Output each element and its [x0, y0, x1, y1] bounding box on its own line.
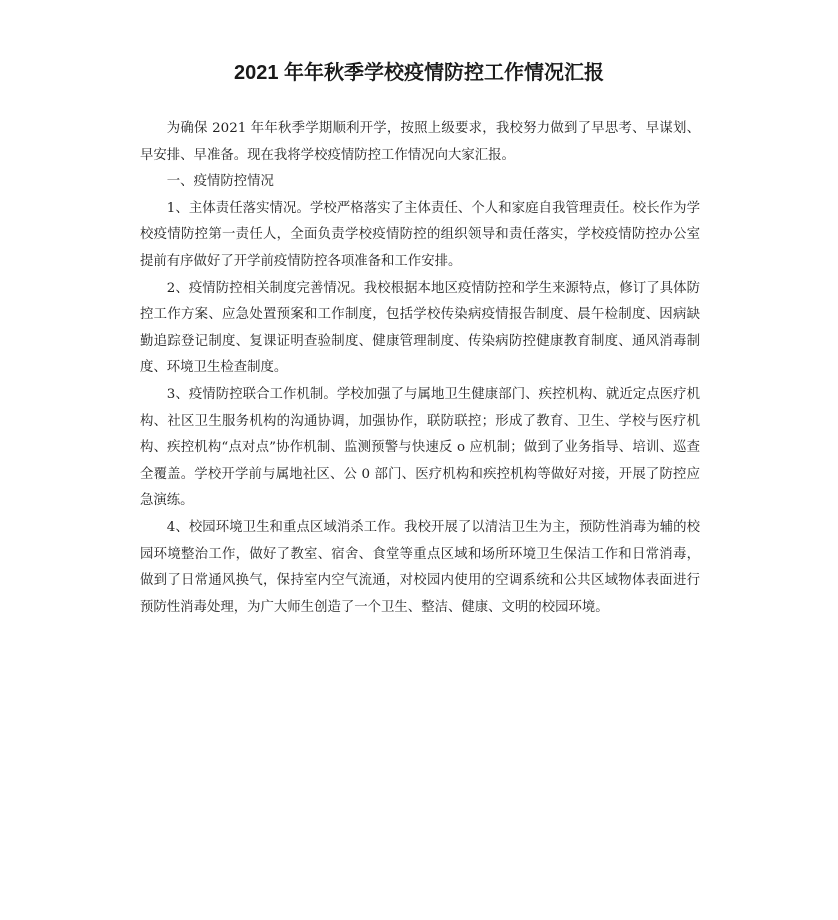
section-heading: 一、疫情防控情况	[166, 174, 274, 190]
paragraph-responsibility: 1、主体责任落实情况。学校严格落实了主体责任、个人和家庭自我管理责任。校长作为学校疫情防控第一责任人，全面负责学校疫情防控的组织领导和责任落实，学校疫情防控办公室提前有序做好了开学前疫情防控各项准备和工作安排。	[140, 200, 700, 269]
document-body	[140, 116, 700, 621]
paragraph-regulations: 2、疫情防控相关制度完善情况。我校根据本地区疫情防控和学生来源特点，修订了具体防控工作方案、应急处置预案和工作制度，包括学校传染病疫情报告制度、晨午检制度、因病缺勤追踪登记制度、复课证明查验制度、健康管理制度、传染病防控健康教育制度、通风消毒制度、环境卫生检查制度。	[140, 280, 700, 376]
intro-paragraph: 为确保 2021 年年秋季学期顺利开学，按照上级要求，我校努力做到了早思考、早谋划、早安排、早准备。现在我将学校疫情防控工作情况向大家汇报。	[140, 121, 700, 163]
document-title: 2021 年年秋季学校疫情防控工作情况汇报	[233, 62, 605, 84]
paragraph-joint-mechanism: 3、疫情防控联合工作机制。学校加强了与属地卫生健康部门、疾控机构、就近定点医疗机构、社区卫生服务机构的沟通协调，加强协作，联防联控；形成了教育、卫生、学校与医疗机构、疾控机构“点对点”协作机制、监测预警与快速反 o 应机制；做到了业务指导、培训、巡查全覆盖。学校开学前与属地社区、公 0 部门、医疗机构和疾控机构等做好对接，开展了防控应急演练。	[140, 386, 700, 509]
paragraph-campus-hygiene: 4、校园环境卫生和重点区域消杀工作。我校开展了以清洁卫生为主，预防性消毒为辅的校园环境整治工作，做好了教室、宿舍、食堂等重点区域和场所环境卫生保洁工作和日常消毒，做到了日常通风换气，保持室内空气流通，对校园内使用的空调系统和公共区域物体表面进行预防性消毒处理，为广大师生创造了一个卫生、整洁、健康、文明的校园环境。	[140, 519, 700, 615]
